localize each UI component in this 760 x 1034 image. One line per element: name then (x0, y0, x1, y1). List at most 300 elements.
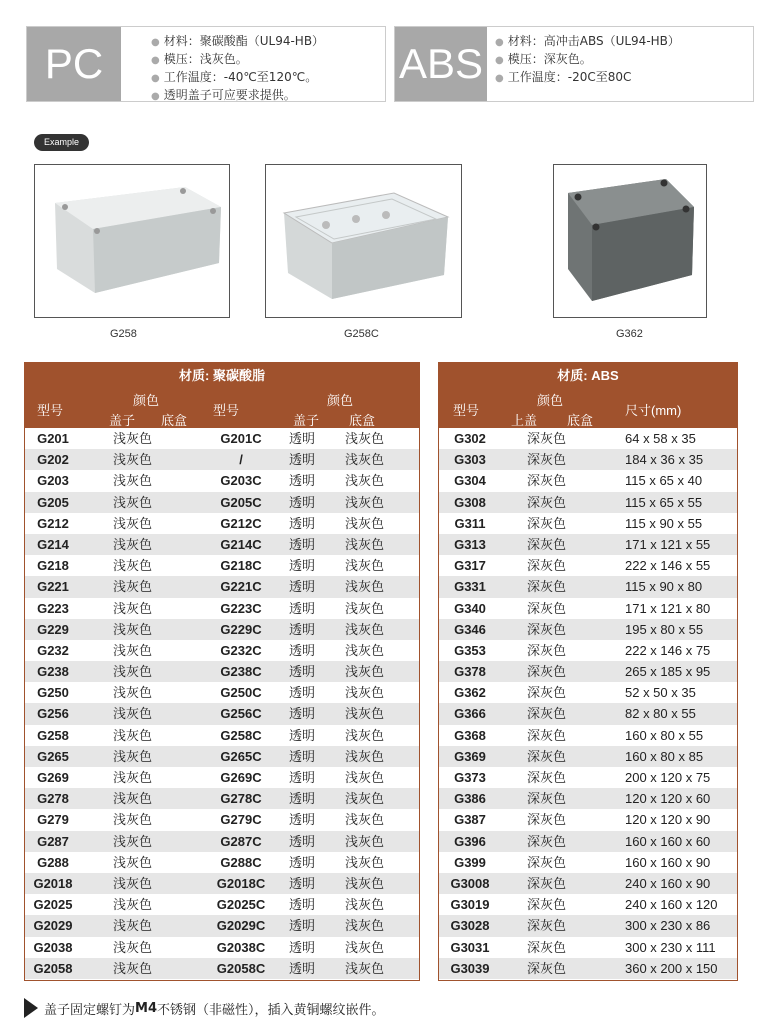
cell-model-c: G2018C (216, 875, 266, 891)
cell-model: G229 (37, 621, 69, 637)
cell-color: 深灰色 (527, 600, 567, 616)
table-row (439, 894, 737, 915)
cell-base: 浅灰色 (345, 558, 385, 574)
cell-model: G278 (37, 791, 69, 807)
cell-model: G218 (37, 558, 69, 574)
cell-base: 浅灰色 (345, 897, 385, 913)
cell-model: G250 (37, 685, 69, 701)
cell-model: G238 (37, 664, 69, 680)
cell-model-c: G221C (220, 579, 262, 595)
cell-model: G308 (454, 494, 486, 510)
abs-material-spec-list (495, 33, 680, 87)
cell-model-c: G2058C (216, 960, 266, 976)
table-row (25, 598, 419, 619)
cell-base: 浅灰色 (345, 918, 385, 934)
table-row (439, 873, 737, 894)
cell-color: 深灰色 (527, 579, 567, 595)
cell-lid: 透明 (289, 579, 316, 595)
table-title: 材质: ABS (439, 363, 737, 388)
cell-color: 深灰色 (527, 727, 567, 743)
cell-model: G232 (37, 642, 69, 658)
cell-color: 深灰色 (527, 642, 567, 658)
table-row (25, 661, 419, 682)
cell-size: 184 x 36 x 35 (625, 452, 704, 468)
cell-model: G340 (454, 600, 486, 616)
cell-color: 浅灰色 (113, 833, 153, 849)
cell-size: 171 x 121 x 55 (625, 536, 711, 552)
cell-model-c: G258C (220, 727, 262, 743)
cell-color: 深灰色 (527, 770, 567, 785)
cell-model: G2038 (33, 939, 73, 955)
cell-model: G288 (37, 854, 69, 870)
abs-material-code: ABS (395, 27, 487, 101)
cell-lid: 透明 (289, 833, 316, 849)
cell-model: G311 (454, 515, 486, 531)
cell-base: 浅灰色 (345, 939, 385, 955)
cell-model-c: G229C (220, 621, 262, 637)
table-row (439, 809, 737, 830)
cell-model: G369 (454, 748, 486, 764)
cell-model: G378 (454, 664, 486, 680)
cell-color: 深灰色 (527, 833, 567, 849)
header-color-c: 颜色 (327, 393, 354, 408)
cell-model: G258 (37, 727, 69, 743)
cell-model: G313 (454, 536, 486, 552)
cell-model: G366 (454, 706, 486, 722)
cell-lid: 透明 (289, 473, 316, 489)
cell-size: 120 x 120 x 90 (625, 812, 711, 828)
cell-base: 浅灰色 (345, 473, 385, 489)
cell-model: G353 (454, 642, 486, 658)
cell-color: 浅灰色 (113, 621, 153, 637)
photo-caption: G362 (616, 328, 643, 340)
cell-model: G346 (454, 621, 486, 637)
cell-color: 浅灰色 (113, 918, 153, 934)
cell-model-c: G203C (220, 473, 262, 489)
cell-model: G221 (37, 579, 69, 595)
cell-size: 300 x 230 x 86 (625, 918, 711, 934)
cell-model-c: G2029C (216, 918, 266, 934)
cell-color: 浅灰色 (113, 473, 153, 489)
cell-color: 浅灰色 (113, 748, 153, 764)
cell-color: 深灰色 (527, 558, 567, 574)
cell-color: 深灰色 (527, 854, 567, 870)
header-model: 型号 (37, 403, 64, 418)
cell-size: 115 x 90 x 55 (625, 515, 703, 531)
cell-model-c: G2025C (216, 897, 266, 913)
cell-base: 浅灰色 (345, 621, 385, 637)
cell-color: 浅灰色 (113, 727, 153, 743)
table-row (439, 852, 737, 873)
cell-color: 深灰色 (527, 875, 567, 891)
table-row (439, 470, 737, 491)
cell-base: 浅灰色 (345, 431, 385, 446)
cell-model-c: G214C (220, 536, 262, 552)
cell-size: 115 x 65 x 40 (625, 473, 703, 489)
table-row (25, 958, 419, 979)
cell-color: 深灰色 (527, 918, 567, 934)
triangle-bullet-icon (24, 998, 38, 1018)
cell-base: 浅灰色 (345, 706, 385, 722)
cell-lid: 透明 (289, 642, 316, 658)
cell-color: 浅灰色 (113, 685, 153, 701)
table-row (439, 576, 737, 597)
cell-color: 深灰色 (527, 748, 567, 764)
table-row (25, 788, 419, 809)
table-row (25, 470, 419, 491)
cell-model: G3039 (450, 960, 490, 976)
cell-model-c: G287C (220, 833, 262, 849)
table-row (25, 682, 419, 703)
cell-size: 52 x 50 x 35 (625, 685, 696, 701)
cell-model: G317 (454, 558, 486, 574)
cell-model-c: G279C (220, 812, 262, 828)
cell-base: 浅灰色 (345, 833, 385, 849)
cell-model: G304 (454, 473, 486, 489)
cell-color: 深灰色 (527, 897, 567, 913)
cell-base: 浅灰色 (345, 812, 385, 828)
cell-lid: 透明 (289, 664, 316, 680)
cell-color: 深灰色 (527, 515, 567, 531)
cell-model: G205 (37, 494, 69, 510)
header-lid: 盖子 (109, 413, 136, 428)
footer-text-bold: M4 (135, 1000, 157, 1016)
cell-color: 深灰色 (527, 536, 567, 552)
table-row (439, 746, 737, 767)
cell-size: 160 x 80 x 85 (625, 748, 704, 764)
enclosure-image (554, 165, 707, 318)
table-row (439, 937, 737, 958)
abs-model-table (438, 362, 738, 981)
cell-size: 115 x 90 x 80 (625, 579, 703, 595)
cell-model: G214 (37, 536, 69, 552)
cell-model-c: G223C (220, 600, 262, 616)
cell-model: G3028 (450, 918, 490, 934)
table-row (25, 831, 419, 852)
cell-base: 浅灰色 (345, 515, 385, 531)
cell-model: G269 (37, 770, 69, 785)
cell-base: 浅灰色 (345, 452, 385, 468)
cell-lid: 透明 (289, 600, 316, 616)
cell-color: 浅灰色 (113, 558, 153, 574)
cell-model: G2058 (33, 960, 73, 976)
cell-size: 240 x 160 x 120 (625, 897, 718, 913)
table-row (439, 598, 737, 619)
abs-material-box (394, 26, 754, 102)
table-row (25, 915, 419, 936)
cell-model: G2029 (33, 918, 73, 934)
cell-lid: 透明 (289, 494, 316, 510)
table-row (25, 894, 419, 915)
table-row (25, 576, 419, 597)
enclosure-image (266, 165, 462, 318)
cell-size: 265 x 185 x 95 (625, 664, 711, 680)
table-row (439, 682, 737, 703)
table-row (439, 725, 737, 746)
cell-color: 深灰色 (527, 452, 567, 468)
table-row (25, 555, 419, 576)
photo-g258 (34, 164, 230, 318)
table-row (439, 513, 737, 534)
cell-color: 浅灰色 (113, 854, 153, 870)
table-row (25, 703, 419, 724)
table-row (439, 958, 737, 979)
header-base: 底盒 (567, 413, 594, 428)
cell-base: 浅灰色 (345, 664, 385, 680)
cell-model-c: G256C (220, 706, 262, 722)
table-header (439, 388, 737, 428)
spec-line: ● 材料：聚碳酸酯（UL94-HB） (151, 33, 324, 51)
header-color: 颜色 (133, 393, 160, 408)
header-size: 尺寸(mm) (625, 403, 682, 418)
cell-model-c: G218C (220, 558, 262, 574)
cell-model: G302 (454, 431, 486, 446)
cell-color: 浅灰色 (113, 494, 153, 510)
cell-size: 200 x 120 x 75 (625, 770, 711, 785)
cell-size: 115 x 65 x 55 (625, 494, 703, 510)
table-row (439, 788, 737, 809)
table-row (439, 619, 737, 640)
table-row (25, 492, 419, 513)
cell-color: 浅灰色 (113, 875, 153, 891)
cell-model: G386 (454, 791, 486, 807)
example-badge: Example (34, 134, 89, 151)
pc-material-code: PC (27, 27, 121, 101)
cell-model-c: G269C (220, 770, 262, 785)
cell-base: 浅灰色 (345, 770, 385, 785)
cell-lid: 透明 (289, 854, 316, 870)
header-base: 底盒 (161, 413, 188, 428)
cell-base: 浅灰色 (345, 642, 385, 658)
cell-lid: 透明 (289, 727, 316, 743)
enclosure-image (35, 165, 230, 318)
cell-color: 浅灰色 (113, 706, 153, 722)
cell-color: 深灰色 (527, 812, 567, 828)
cell-model: G265 (37, 748, 69, 764)
cell-model-c: G205C (220, 494, 262, 510)
table-row (439, 767, 737, 788)
abs-rows (439, 428, 737, 979)
cell-base: 浅灰色 (345, 600, 385, 616)
cell-model: G201 (37, 431, 69, 446)
cell-color: 深灰色 (527, 494, 567, 510)
cell-color: 浅灰色 (113, 579, 153, 595)
cell-lid: 透明 (289, 770, 316, 785)
cell-color: 浅灰色 (113, 897, 153, 913)
cell-base: 浅灰色 (345, 685, 385, 701)
photo-g362 (553, 164, 707, 318)
cell-size: 160 x 160 x 90 (625, 854, 711, 870)
pc-material-spec-list (151, 33, 324, 105)
cell-color: 深灰色 (527, 791, 567, 807)
cell-color: 深灰色 (527, 685, 567, 701)
cell-lid: 透明 (289, 791, 316, 807)
cell-model-c: G201C (220, 431, 262, 446)
table-row (439, 428, 737, 449)
cell-lid: 透明 (289, 875, 316, 891)
cell-model-c: G288C (220, 854, 262, 870)
table-header (25, 388, 419, 428)
table-row (439, 831, 737, 852)
cell-lid: 透明 (289, 558, 316, 574)
table-row (25, 640, 419, 661)
cell-base: 浅灰色 (345, 727, 385, 743)
cell-lid: 透明 (289, 515, 316, 531)
cell-model: G373 (454, 770, 486, 785)
cell-size: 120 x 120 x 60 (625, 791, 711, 807)
cell-model: G2018 (33, 875, 73, 891)
header-color: 颜色 (537, 393, 564, 408)
cell-color: 深灰色 (527, 664, 567, 680)
cell-lid: 透明 (289, 621, 316, 637)
table-row (25, 619, 419, 640)
table-row (25, 725, 419, 746)
table-title: 材质: 聚碳酸脂 (25, 363, 419, 388)
table-row (439, 449, 737, 470)
cell-model-c: G232C (220, 642, 262, 658)
cell-model-c: G265C (220, 748, 262, 764)
cell-color: 浅灰色 (113, 770, 153, 785)
cell-color: 浅灰色 (113, 431, 153, 446)
footer-note (24, 998, 385, 1018)
cell-model-c: G2038C (216, 939, 266, 955)
cell-color: 浅灰色 (113, 664, 153, 680)
cell-model-c: / (239, 452, 243, 468)
cell-model: G399 (454, 854, 486, 870)
cell-model: G287 (37, 833, 69, 849)
cell-size: 171 x 121 x 80 (625, 600, 711, 616)
pc-model-table (24, 362, 420, 981)
table-row (25, 937, 419, 958)
cell-lid: 透明 (289, 452, 316, 468)
cell-model: G202 (37, 452, 69, 468)
spec-line: ● 工作温度：-40℃至120℃。 (151, 69, 324, 87)
cell-color: 深灰色 (527, 939, 567, 955)
photo-g258c (265, 164, 462, 318)
cell-color: 浅灰色 (113, 515, 153, 531)
cell-color: 浅灰色 (113, 452, 153, 468)
cell-model: G212 (37, 515, 69, 531)
cell-base: 浅灰色 (345, 854, 385, 870)
table-row (439, 555, 737, 576)
cell-model-c: G278C (220, 791, 262, 807)
cell-base: 浅灰色 (345, 579, 385, 595)
header-model-c: 型号 (213, 403, 240, 418)
cell-base: 浅灰色 (345, 748, 385, 764)
table-row (25, 534, 419, 555)
cell-size: 160 x 80 x 55 (625, 727, 704, 743)
table-row (25, 767, 419, 788)
cell-lid: 透明 (289, 706, 316, 722)
cell-base: 浅灰色 (345, 960, 385, 976)
cell-size: 64 x 58 x 35 (625, 431, 696, 446)
cell-color: 深灰色 (527, 960, 567, 976)
cell-lid: 透明 (289, 748, 316, 764)
cell-size: 160 x 160 x 60 (625, 833, 711, 849)
cell-color: 浅灰色 (113, 791, 153, 807)
photo-caption: G258 (110, 328, 137, 340)
table-row (439, 534, 737, 555)
cell-lid: 透明 (289, 939, 316, 955)
cell-color: 深灰色 (527, 621, 567, 637)
cell-model: G3008 (450, 875, 490, 891)
table-row (439, 915, 737, 936)
cell-size: 240 x 160 x 90 (625, 875, 711, 891)
cell-model: G303 (454, 452, 486, 468)
spec-line: ● 工作温度：-20C至80C (495, 69, 680, 87)
cell-model: G368 (454, 727, 486, 743)
table-row (25, 428, 419, 449)
table-row (25, 852, 419, 873)
cell-model: G279 (37, 812, 69, 828)
cell-size: 222 x 146 x 75 (625, 642, 711, 658)
table-row (439, 661, 737, 682)
header-top: 上盖 (511, 413, 538, 428)
spec-line: ● 模压：浅灰色。 (151, 51, 324, 69)
cell-model-c: G212C (220, 515, 262, 531)
cell-base: 浅灰色 (345, 536, 385, 552)
cell-color: 浅灰色 (113, 536, 153, 552)
cell-color: 浅灰色 (113, 812, 153, 828)
cell-color: 深灰色 (527, 473, 567, 489)
cell-base: 浅灰色 (345, 791, 385, 807)
cell-model: G387 (454, 812, 486, 828)
header-base-c: 底盒 (349, 413, 376, 428)
spec-line: ● 模压：深灰色。 (495, 51, 680, 69)
cell-model: G3019 (450, 897, 490, 913)
table-row (25, 449, 419, 470)
table-row (439, 640, 737, 661)
cell-model-c: G250C (220, 685, 262, 701)
cell-model: G256 (37, 706, 69, 722)
table-row (439, 703, 737, 724)
header-model: 型号 (453, 403, 480, 418)
cell-lid: 透明 (289, 960, 316, 976)
cell-lid: 透明 (289, 431, 316, 446)
header-lid-c: 盖子 (293, 413, 320, 428)
cell-color: 浅灰色 (113, 939, 153, 955)
table-row (25, 513, 419, 534)
table-row (25, 809, 419, 830)
pc-material-box (26, 26, 386, 102)
cell-color: 深灰色 (527, 706, 567, 722)
cell-model: G203 (37, 473, 69, 489)
footer-text-post: 不锈钢（非磁性），插入黄铜螺纹嵌件。 (157, 1002, 385, 1018)
cell-model: G331 (454, 579, 486, 595)
cell-model: G3031 (450, 939, 490, 955)
cell-lid: 透明 (289, 897, 316, 913)
table-row (25, 746, 419, 767)
cell-model-c: G238C (220, 664, 262, 680)
table-row (25, 873, 419, 894)
cell-lid: 透明 (289, 812, 316, 828)
cell-model: G2025 (33, 897, 73, 913)
cell-size: 300 x 230 x 111 (625, 939, 716, 955)
pc-rows (25, 428, 419, 979)
cell-color: 浅灰色 (113, 642, 153, 658)
cell-size: 82 x 80 x 55 (625, 706, 696, 722)
cell-lid: 透明 (289, 536, 316, 552)
cell-color: 深灰色 (527, 431, 567, 446)
cell-model: G396 (454, 833, 486, 849)
cell-base: 浅灰色 (345, 494, 385, 510)
spec-line: ● 透明盖子可应要求提供。 (151, 87, 324, 105)
cell-lid: 透明 (289, 685, 316, 701)
cell-base: 浅灰色 (345, 875, 385, 891)
footer-text-pre: 盖子固定螺钉为 (44, 1002, 136, 1018)
photo-caption: G258C (344, 328, 379, 340)
cell-color: 浅灰色 (113, 600, 153, 616)
